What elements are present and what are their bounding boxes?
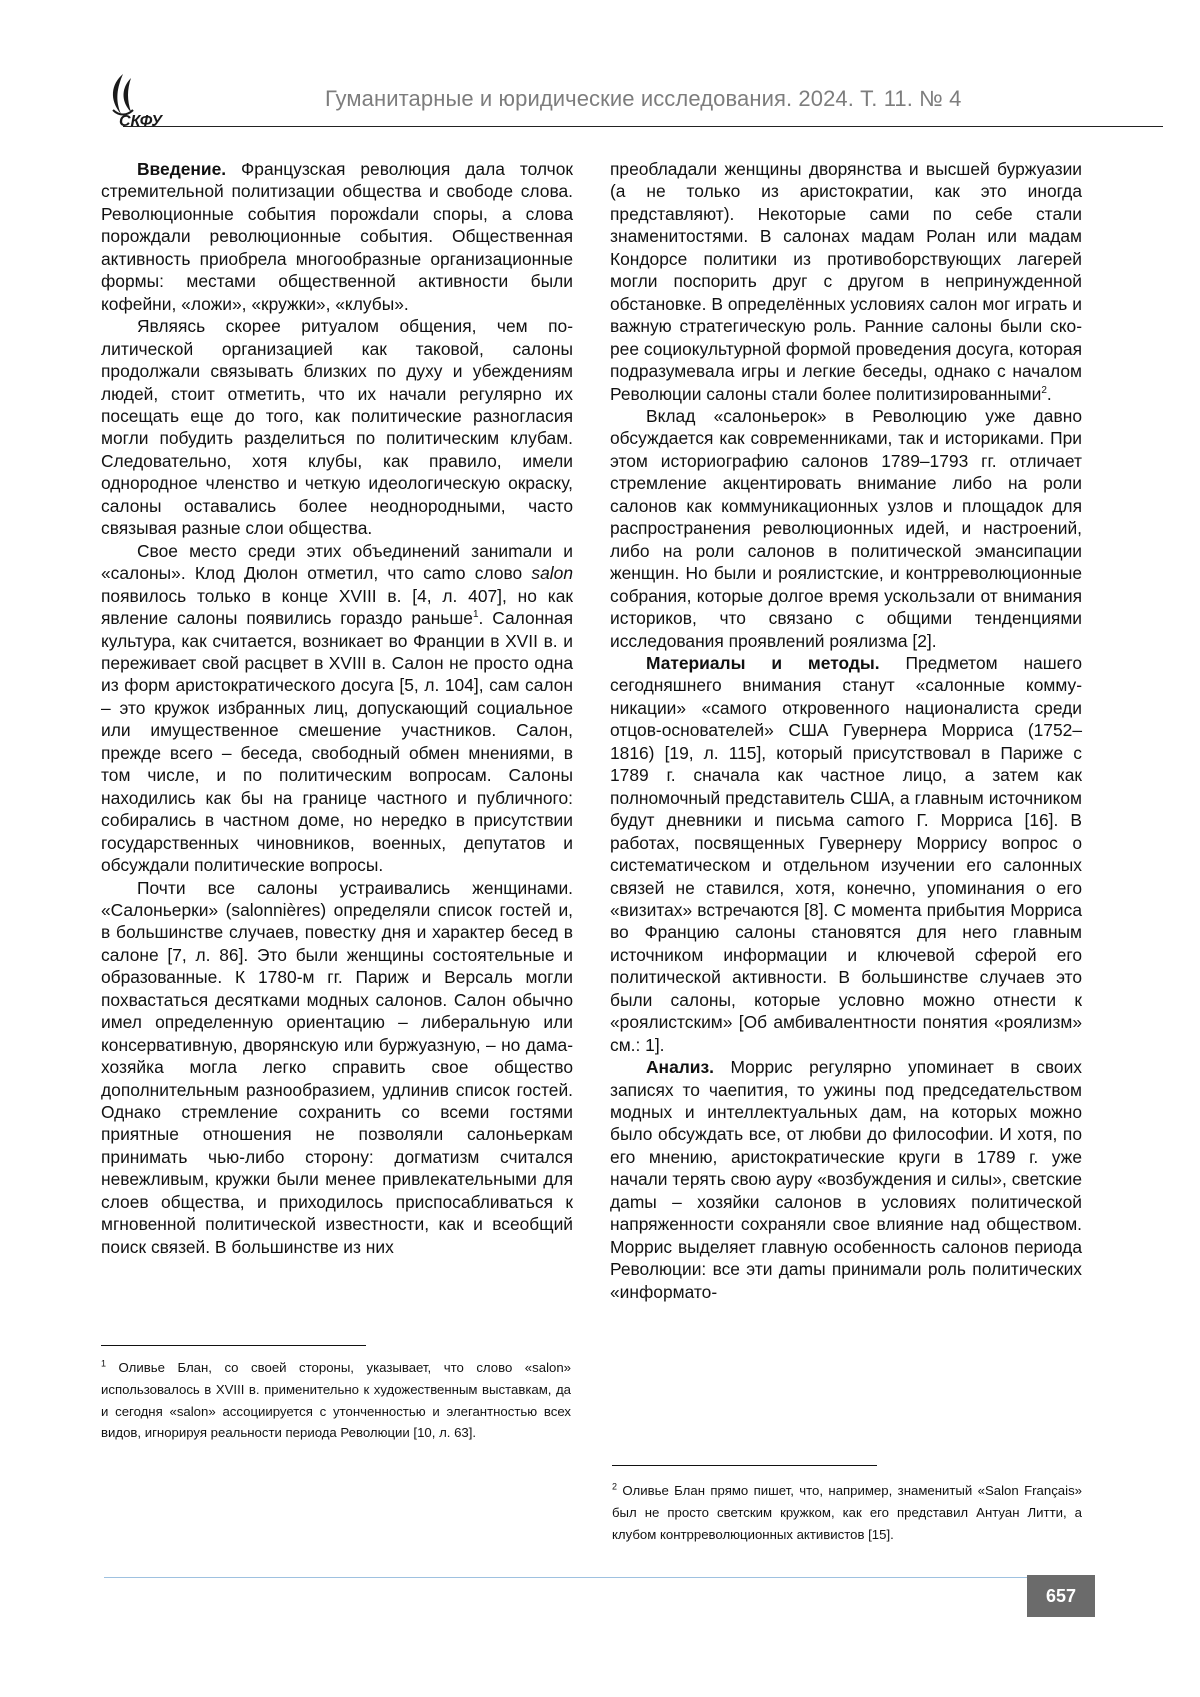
journal-title: Гуманитарные и юридические исследования. 2024. Т. 11. № 4 [325, 86, 961, 112]
methods-heading: Материалы и методы. [646, 653, 880, 673]
page-header [95, 60, 1065, 130]
footnote-ref[interactable]: 2 [1041, 385, 1047, 396]
header-rule [123, 126, 1163, 127]
introduction-heading: Введение. [137, 159, 226, 179]
right-column [610, 158, 1082, 1303]
methods-paragraph: Материалы и методы. Предметом нашего сегодняшнего внимания станут «салонные комму­никации» «самого откровенного националиста среди отцов-основателей» США Гувернера Мор­риса (1752–1816) [19, л. 115], который присутство­вал в Париже с 1789 г. сначала как частное лицо, а затем как полномочный представитель США, а главным источником будут дневники и письма са­mого Г. Морриса [16]. В работах, посвященных Гу­вернеру Моррису вопрос о систематическом и от­дельном изучении его салонных связей не ставил­ся, хотя, конечно, упоминания о его «визитах» встречаются [8]. С момента прибытия Морриса во Францию салоны становятся для него главным источником информации и ключевой сферой его политической активности. В большинстве случаев это были салоны, которые условно можно отнести к «роялистским» [Об амбивалентности понятия «роялизм» см.: 1]. [610, 652, 1082, 1056]
analysis-heading: Анализ. [646, 1057, 714, 1077]
paragraph: Вклад «салоньерок» в Революцию уже дав­но обсуждается как современниками, так и исто­риками. При этом историографию салонов 1789–1793 гг. отличает стремление акцентировать внимание либо на роли салонов как коммуника­ционных узлов и площадок для распространения революционных идей, и настроений, либо на роли салонов в политической эмансипации женщин. Но были и роялистские, и контррево­люционные собрания, которые долгое время ускользали от внимания историков, что связано с общими тенденциями исследования проявле­ний роялизма [2]. [610, 405, 1082, 652]
footnote-rule [612, 1465, 877, 1466]
logo-text: СКФУ [119, 113, 163, 130]
footer-rule [104, 1577, 1034, 1578]
footnote-1: 1 Оливье Блан, со своей стороны, указывает, что слово «salon» использовалось в XVIII в. применительно к художественным выставкам, да и сегодня «salon» ассоциируется с утонченностью и элегантностью всех видов, игнорируя реальности периода Революции [10, л. 63]. [101, 1357, 571, 1444]
paragraph: Являясь скорее ритуалом общения, чем по­литической организацией как таковой, салоны продолжали связывать близких по духу и убеж­дениям людей, стоит отметить, что их начали регулярно их посещать еще до того, как полити­ческие разногласия могли побудить разделиться по политическим клубам. Следовательно, хотя клубы, как правило, имели однородное членство и четкую идеологическую окраску, салоны оста­вались более неоднородными, часто связывая разные слои общества. [101, 315, 573, 540]
paragraph: Почти все салоны устраивались женщина­ми. «Салоньерки» (salonnières) определяли спи­сок гостей и, в большинстве случаев, повестку дня и характер бесед в салоне [7, л. 86]. Это бы­ли женщины состоятельные и образованные. К 1780-м гг. Париж и Версаль могли похвастаться десятками модных салонов. Салон обычно имел определенную ориентацию – либеральную или консервативную, дворянскую или буржуазную, – но дама-хозяйка могла легко справить свое об­щество дополнительным разнообразием, удли­нив список гостей. Однако стремление сохра­нить со всеми гостями приятные отношения не позволяли салоньеркам принимать чью-либо сторону: догматизм считался невежливым, круж­ки были менее привлекательными для слоев общества, и приходилось приспосабливаться к мгновенной политической известности, как и всеобщий поиск связей. В большинстве из них [101, 877, 573, 1259]
footnote-ref[interactable]: 1 [473, 609, 479, 620]
italic-term: salon [531, 563, 573, 583]
analysis-paragraph: Анализ. Моррис регулярно упоминает в своих записях то чаепития, то ужины под пред­седательством модных и интеллектуальных дам, на которых можно было обсуждать все, от любви до философии. И хотя, по его мнению, аристо­кратические круги в 1789 г. уже начали терять свою ауру «возбуждения и силы», светские да­mы – хозяйки салонов в условиях политической напряженности сохраняли свое влияние над обществом. Моррис выделяет главную особен­ность салонов периода Революции: все эти да­mы принимали роль политических «информато- [610, 1056, 1082, 1303]
paragraph: Свое место среди этих объединений зани­mали и «салоны». Клод Дюлон отметил, что са­mo слово salon появилось только в конце XVIII в. [4, л. 407], но как явление салоны появились го­раздо раньше1. Салонная культура, как считает­ся, возникает во Франции в XVII в. и переживает свой расцвет в XVIII в. Салон не просто одна из форм аристократического досуга [5, л. 104], сам салон – это кружок избранных лиц, допускающий социальное или имущественное смешение участников. Салон, прежде всего – беседа, сво­бодный обмен мнениями, в том числе, и по по­литическим вопросам. Салоны находились как бы на границе частного и публичного: собира­лись в частном доме, но нередко в присутствии государственных чиновников, военных, депута­тов и обсуждали политические вопросы. [101, 540, 573, 877]
page-number: 657 [1027, 1575, 1095, 1617]
footnote-2: 2 Оливье Блан прямо пишет, что, например, знаменитый «Salon Français» был не просто светским кружком, как его представил Антуан Литти, а клубом контрреволюционных активистов [15]. [612, 1480, 1082, 1545]
introduction-paragraph: Введение. Французская революция дала толчок стремительной политизации общества и свободе слова. Революционные события порож­dали споры, а слова порождали революционные события. Общественная активность приобрела многообразные организационные формы: ме­стами общественной активности были кофейни, «ложи», «кружки», «клубы». [101, 158, 573, 315]
left-column [101, 158, 573, 1258]
footnote-rule [101, 1345, 366, 1346]
paragraph: преобладали женщины дворянства и высшей буржуазии (а не только из аристократии, как это иногда представляют). Некоторые сами по себе стали знаменитостями. В салонах мадам Ролан или мадам Кондорсе политики из противобор­ствующих лагерей могли поспорить друг с дру­гом в непринужденной обстановке. В опреде­лённых условиях салон мог играть и важную стратегическую роль. Ранние салоны были ско­рее социокультурной формой проведения досу­га, которая подразумевала игры и легкие бесе­ды, однако с началом Революции салоны стали более политизированными2. [610, 158, 1082, 405]
university-logo [101, 70, 191, 130]
